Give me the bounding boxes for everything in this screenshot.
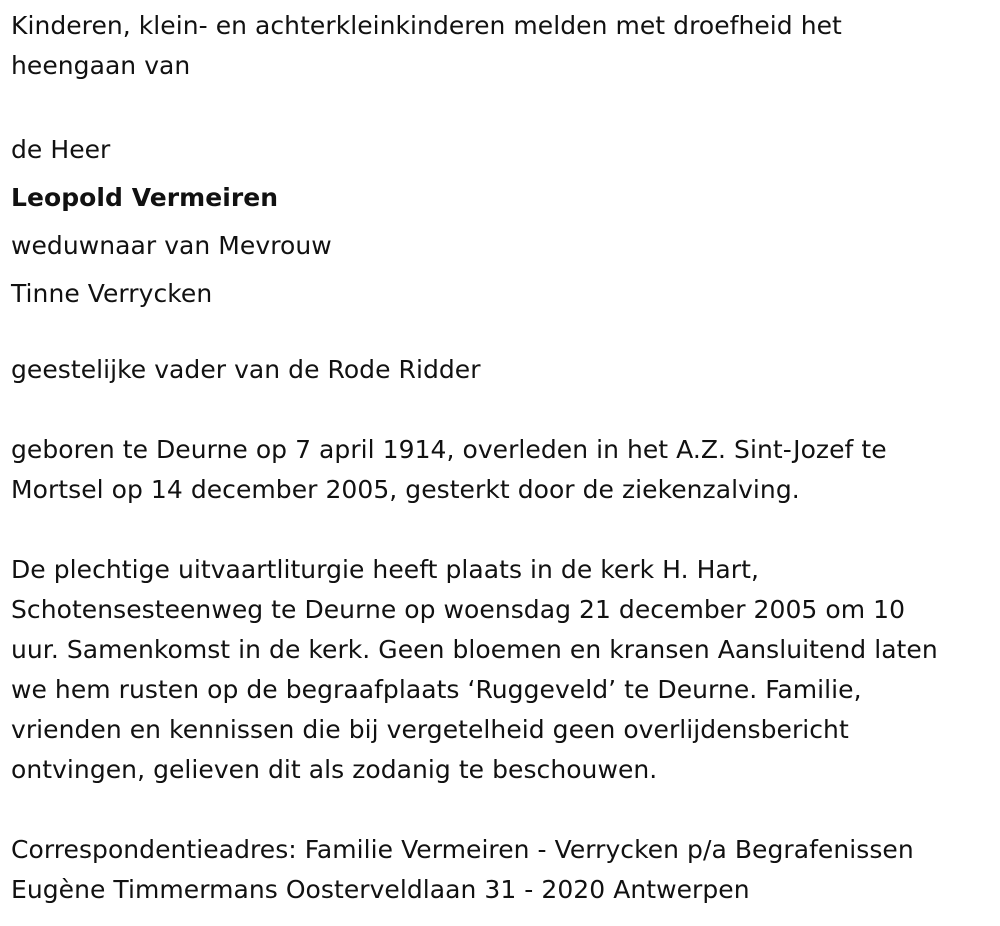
birth-death-line-2: Mortsel op 14 december 2005, gesterkt door de ziekenzalving. bbox=[11, 475, 800, 504]
widower-line-2: Tinne Verrycken bbox=[11, 279, 213, 308]
spacer bbox=[11, 86, 993, 126]
funeral-line-5: vrienden en kennissen die bij vergetelheid geen overlijdensbericht bbox=[11, 715, 849, 744]
funeral-line-3: uur. Samenkomst in de kerk. Geen bloemen en kransen Aansluitend laten bbox=[11, 635, 938, 664]
correspondence-line-1: Correspondentieadres: Familie Vermeiren - Verrycken p/a Begrafenissen bbox=[11, 835, 914, 864]
intro-paragraph bbox=[11, 6, 993, 86]
spacer bbox=[11, 790, 993, 830]
correspondence-paragraph bbox=[11, 830, 993, 910]
funeral-line-1: De plechtige uitvaartliturgie heeft plaats in de kerk H. Hart, bbox=[11, 555, 759, 584]
deceased-name: Leopold Vermeiren bbox=[11, 183, 279, 212]
birth-death-line-1: geboren te Deurne op 7 april 1914, overleden in het A.Z. Sint-Jozef te bbox=[11, 435, 887, 464]
role-line: geestelijke vader van de Rode Ridder bbox=[11, 355, 481, 384]
salutation: de Heer bbox=[11, 135, 111, 164]
death-notice bbox=[11, 6, 993, 910]
spacer bbox=[11, 510, 993, 550]
funeral-line-4: we hem rusten op de begraafplaats ‘Ruggeveld’ te Deurne. Familie, bbox=[11, 675, 862, 704]
spacer bbox=[11, 390, 993, 430]
funeral-paragraph bbox=[11, 550, 993, 790]
funeral-line-6: ontvingen, gelieven dit als zodanig te beschouwen. bbox=[11, 755, 658, 784]
funeral-line-2: Schotensesteenweg te Deurne op woensdag 21 december 2005 om 10 bbox=[11, 595, 906, 624]
birth-death-paragraph bbox=[11, 430, 993, 510]
correspondence-line-2: Eugène Timmermans Oosterveldlaan 31 - 2020 Antwerpen bbox=[11, 875, 750, 904]
spacer bbox=[11, 318, 993, 350]
widower-line-1: weduwnaar van Mevrouw bbox=[11, 231, 332, 260]
intro-line-1: Kinderen, klein- en achterkleinkinderen melden met droefheid het bbox=[11, 11, 842, 40]
intro-line-2: heengaan van bbox=[11, 51, 191, 80]
